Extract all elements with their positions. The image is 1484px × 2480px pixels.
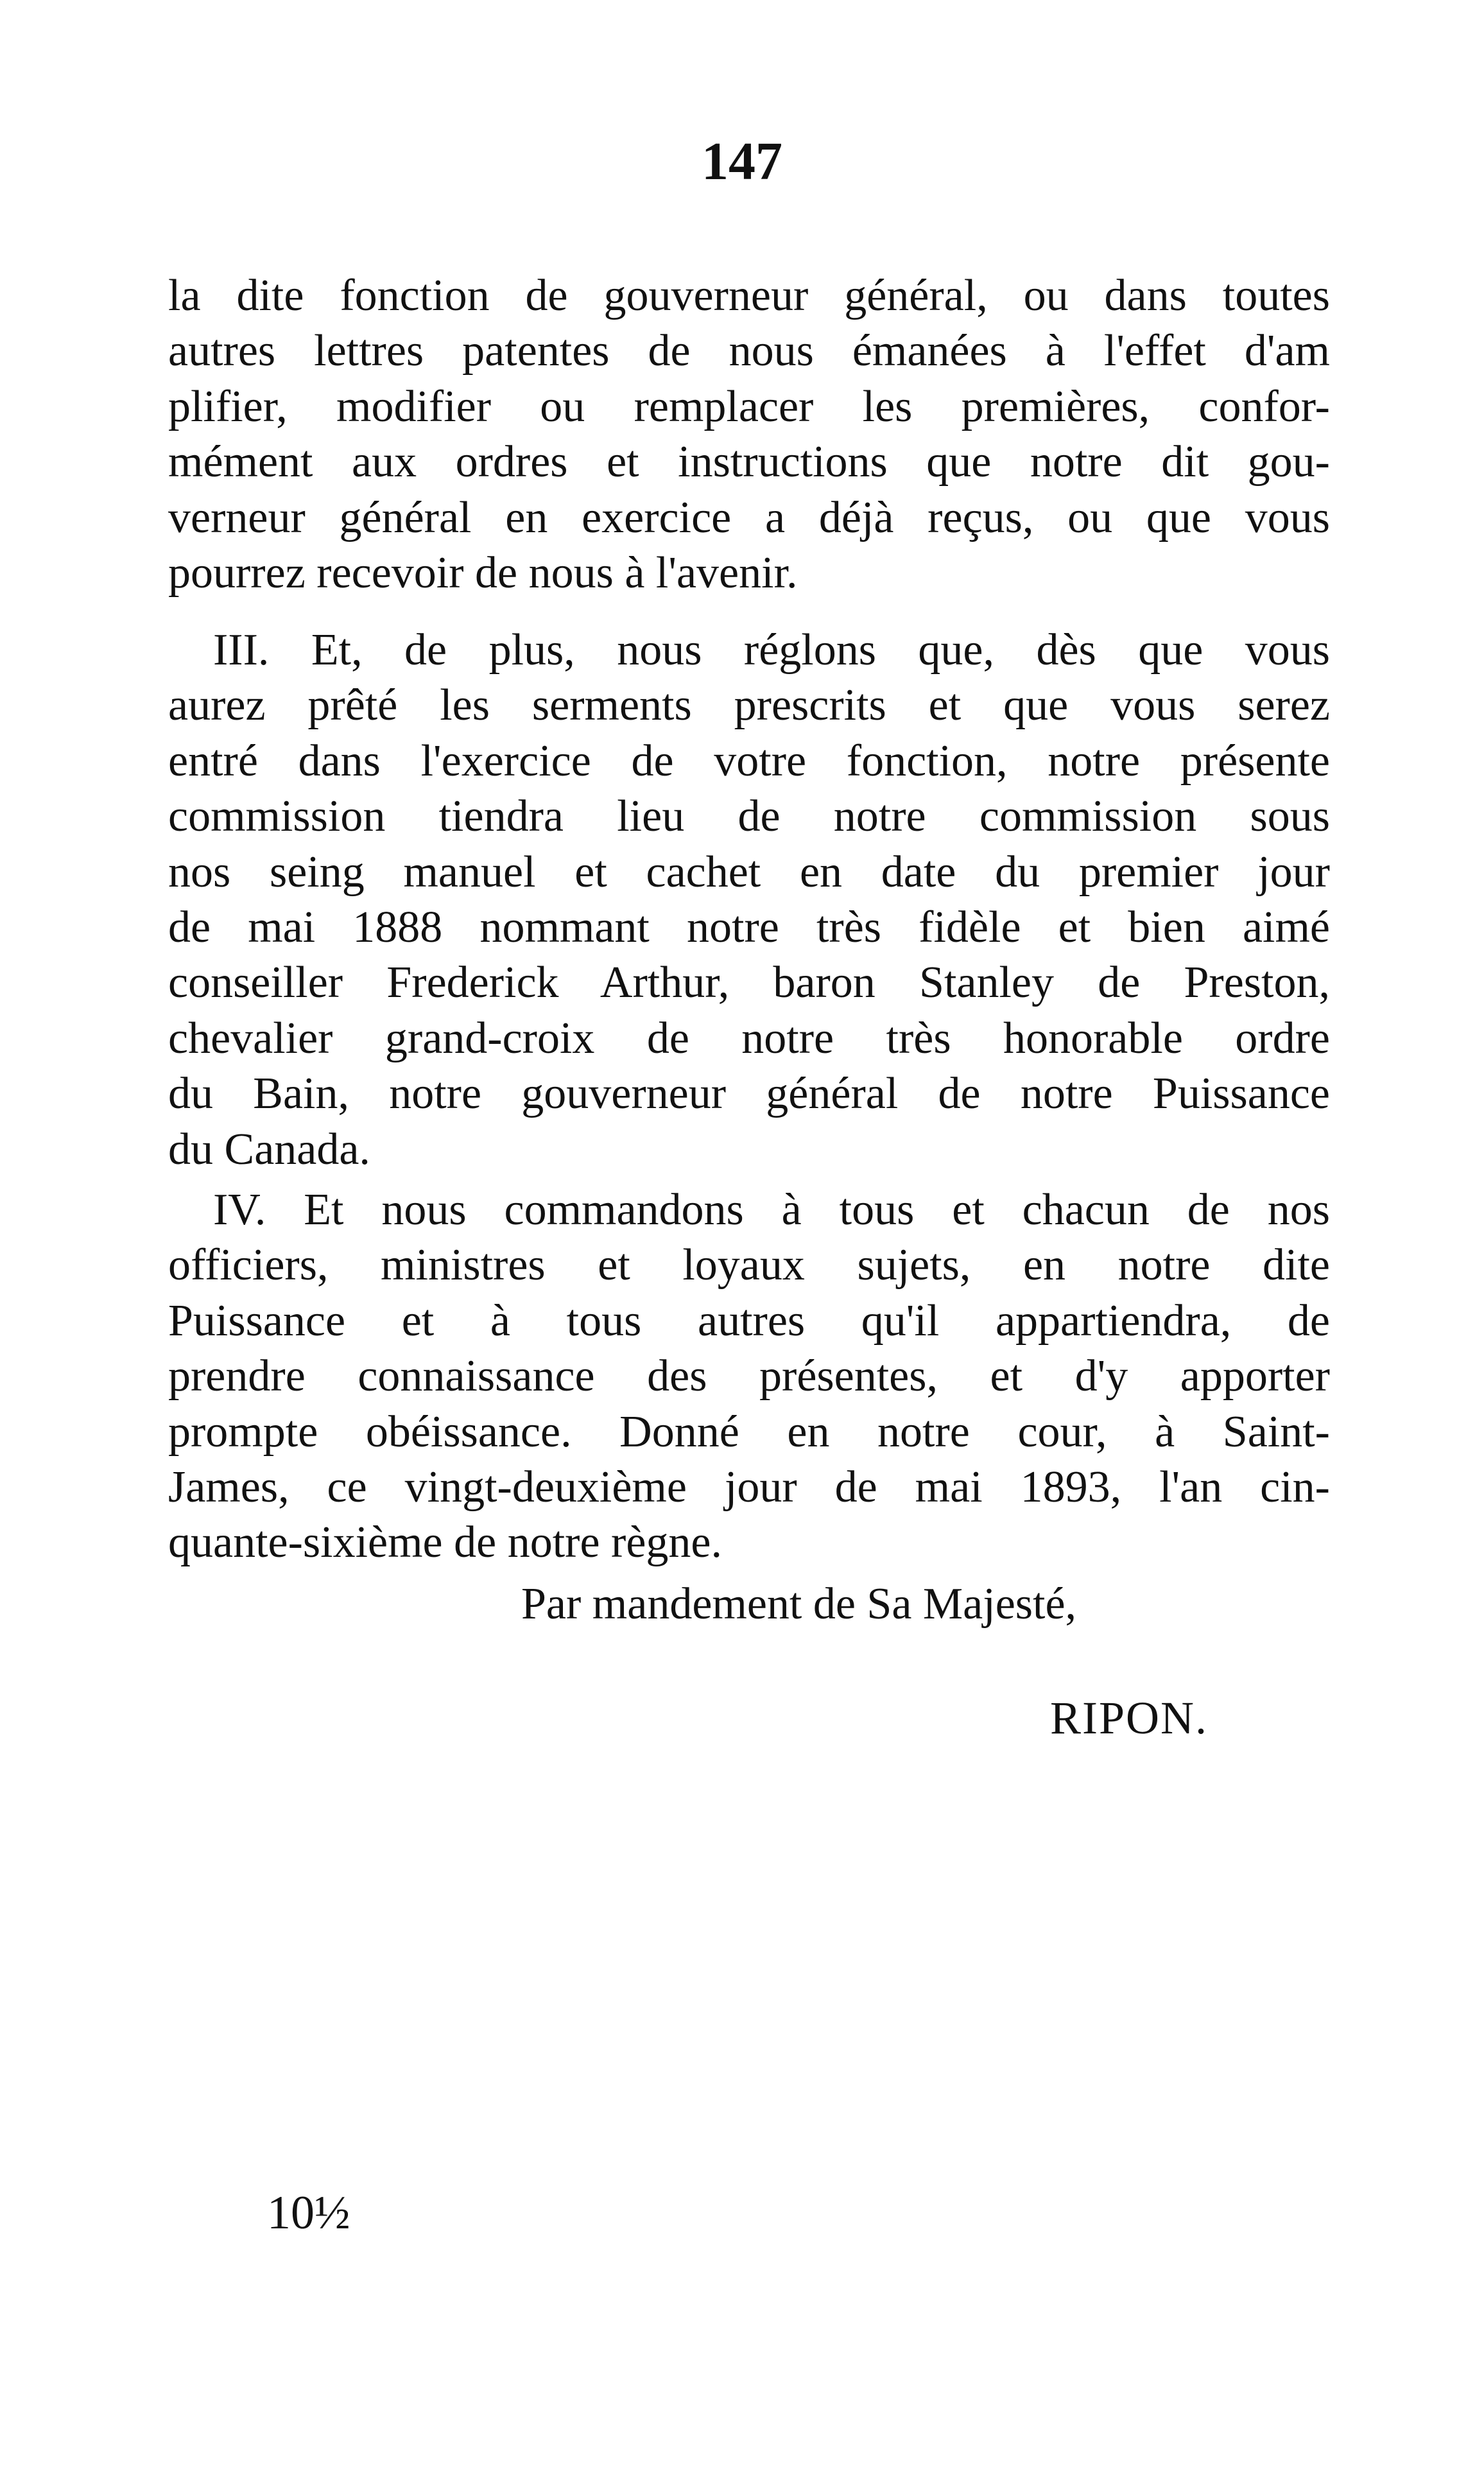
paragraph-article-iv xyxy=(168,1183,1330,1571)
text-line: Puissance et à tous autres qu'il appartiendra, de xyxy=(168,1296,1330,1346)
text-line: du Bain, notre gouverneur général de notre Puissance xyxy=(168,1069,1330,1119)
text-line: mément aux ordres et instructions que notre dit gou- xyxy=(168,437,1330,487)
text-line: aurez prêté les serments prescrits et que vous serez xyxy=(168,681,1330,731)
closing-authority: Par mandement de Sa Majesté, xyxy=(521,1579,1077,1629)
text-line: pourrez recevoir de nous à l'avenir. xyxy=(168,548,798,598)
text-line: autres lettres patentes de nous émanées à l'effet d'am xyxy=(168,326,1330,376)
text-line: de mai 1888 nommant notre très fidèle et bien aimé xyxy=(168,902,1330,952)
text-line: conseiller Frederick Arthur, baron Stanley de Preston, xyxy=(168,958,1330,1008)
page-number: 147 xyxy=(702,132,782,191)
paragraph-commission-continuation xyxy=(168,268,1330,601)
text-line: commission tiendra lieu de notre commission sous xyxy=(168,792,1330,842)
text-line: prendre connaissance des présentes, et d'y apporter xyxy=(168,1351,1330,1401)
text-line: la dite fonction de gouverneur général, ou dans toutes xyxy=(168,271,1330,320)
signatory-name: RIPON. xyxy=(1050,1692,1209,1744)
text-line: quante-sixième de notre règne. xyxy=(168,1518,722,1568)
text-line: IV. Et nous commandons à tous et chacun de nos xyxy=(213,1185,1330,1235)
text-line: plifier, modifier ou remplacer les premières, confor- xyxy=(168,381,1330,431)
paragraph-article-iii xyxy=(168,623,1330,1177)
text-line: officiers, ministres et loyaux sujets, en notre dite xyxy=(168,1240,1330,1290)
text-line: nos seing manuel et cachet en date du premier jour xyxy=(168,847,1330,897)
text-line: entré dans l'exercice de votre fonction, notre présente xyxy=(168,736,1330,786)
text-line: prompte obéissance. Donné en notre cour, à Saint- xyxy=(168,1407,1330,1457)
text-line: verneur général en exercice a déjà reçus, ou que vous xyxy=(168,492,1330,542)
text-line: chevalier grand-croix de notre très honorable ordre xyxy=(168,1013,1330,1063)
text-line: James, ce vingt-deuxième jour de mai 1893, l'an cin- xyxy=(168,1462,1330,1512)
text-line: du Canada. xyxy=(168,1124,370,1174)
printer-signature-mark: 10½ xyxy=(267,2187,350,2239)
text-line: III. Et, de plus, nous réglons que, dès que vous xyxy=(213,625,1330,675)
